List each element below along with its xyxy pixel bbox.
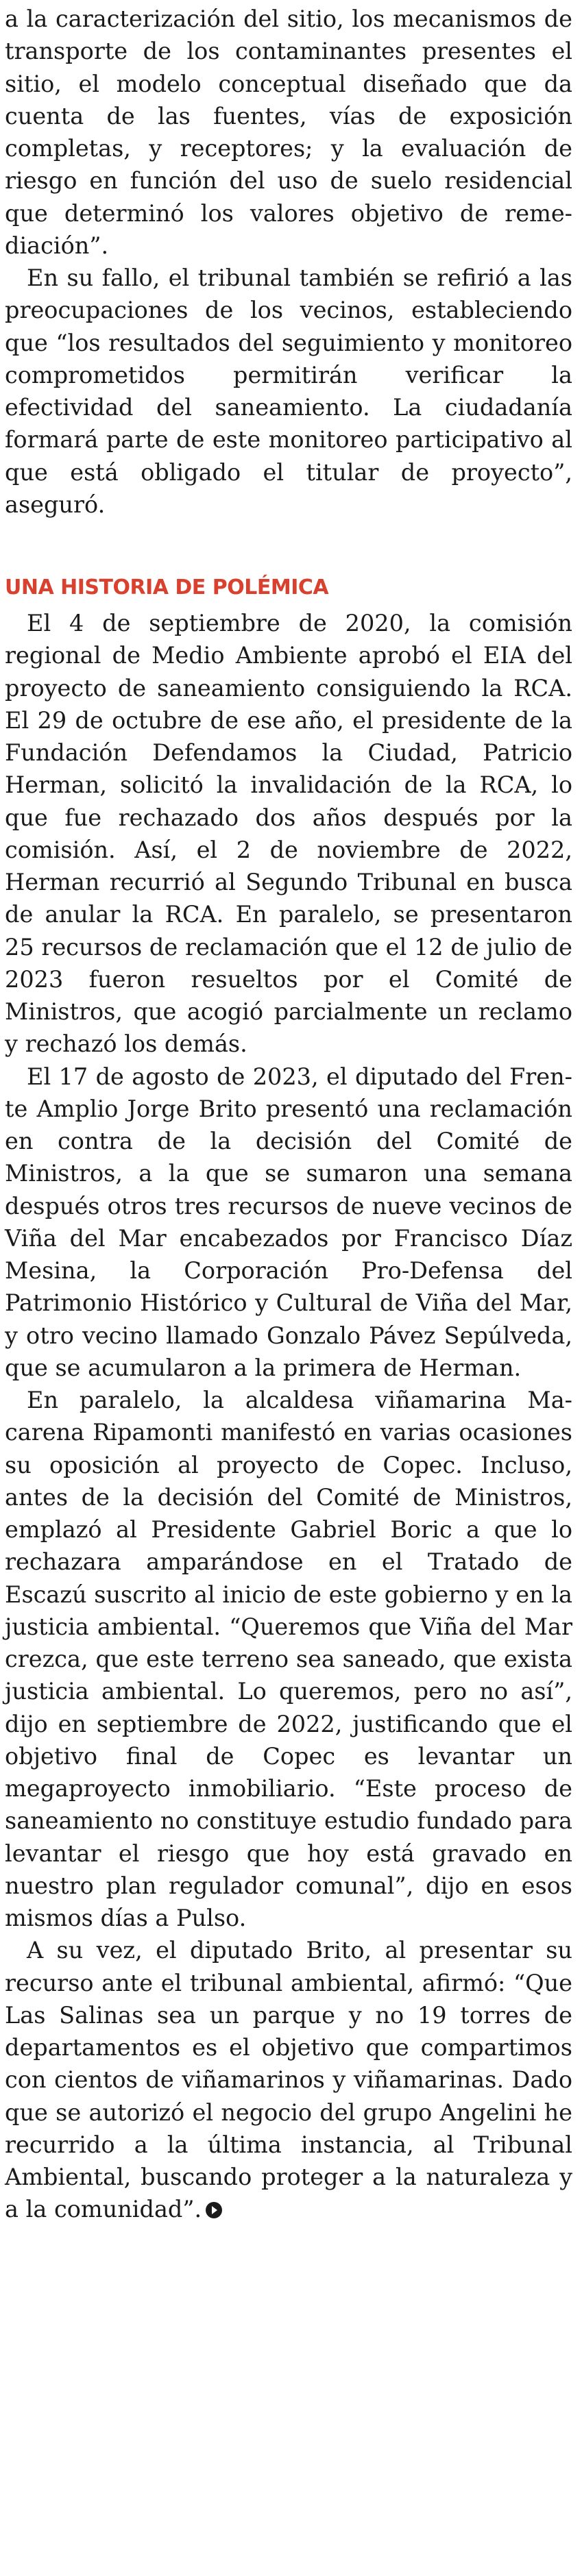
paragraph-intro-1: a la caracterización del sitio, los mecanismos de transporte de los contaminantes presentes el sitio, el modelo conceptual diseñado que da cuenta de las fuentes, vías de exposición completas, y receptores; y la evaluación de riesgo en función del uso de suelo residencial que determinó los valores objetivo de remediación”. (5, 5, 572, 259)
paragraph-history-4-text: A su vez, el diputado Brito, al presentar su recurso ante el tribunal ambiental, afirmó: “Que Las Salinas sea un parque y no 19 torres de departamentos es el objetivo que compartimos con cientos de viñamarinos y viñamarinas. Dado que se autorizó el negocio del grupo Angelini he recurrido a la última instancia, al Tribunal Ambiental, buscando proteger a la naturaleza y a la comunidad”. (5, 1937, 572, 2223)
paragraph-history-4 (5, 1934, 572, 2225)
section-heading: UNA HISTORIA DE POLÉMICA (5, 575, 329, 599)
paragraph-history-1: El 4 de septiembre de 2020, la comisión regional de Medio Ambiente aprobó el EIA del proyecto de saneamiento consiguiendo la RCA. El 29 de octubre de ese año, el presidente de la Fundación Defendamos la Ciudad, Patricio Herman, solicitó la invalidación de la RCA, lo que fue rechazado dos años después por la comisión. Así, el 2 de noviembre de 2022, Herman recurrió al Segundo Tribunal en busca de anular la RCA. En paralelo, se presentaron 25 recursos de reclamación que el 12 de julio de 2023 fueron resueltos por el Comité de Ministros, que acogió parcialmente un reclamo y rechazó los demás. (5, 610, 572, 1058)
end-of-article-icon (206, 2202, 222, 2218)
paragraph-intro-2: En su fallo, el tribunal también se refirió a las preocupaciones de los vecinos, estableciendo que “los resultados del seguimiento y monitoreo comprometidos permitirán verificar la efectividad del saneamiento. La ciudadanía formará parte de este monitoreo participativo al que está obligado el titular de proyecto”, aseguró. (5, 264, 572, 518)
paragraph-history-3: En paralelo, la alcaldesa viñamarina Macarena Ripamonti manifestó en varias ocasiones su oposición al proyecto de Copec. Incluso, antes de la decisión del Comité de Ministros, emplazó al Presidente Gabriel Boric a que lo rechazara amparándose en el Tratado de Escazú suscrito al inicio de este gobierno y en la justicia ambiental. “Queremos que Viña del Mar crezca, que este terreno sea saneado, que exista justicia ambiental. Lo queremos, pero no así”, dijo en septiembre de 2022, justificando que el objetivo final de Copec es levantar un megaproyecto inmobiliario. “Este proceso de saneamiento no constituye estudio fundado para levantar el riesgo que hoy está gravado en nuestro plan regulador comunal”, dijo en esos mismos días a Pulso. (5, 1387, 572, 1931)
paragraph-history-2: El 17 de agosto de 2023, el diputado del Frente Amplio Jorge Brito presentó una reclamación en contra de la decisión del Comité de Ministros, a la que se sumaron una semana después otros tres recursos de nueve vecinos de Viña del Mar encabezados por Francisco Díaz Mesina, la Corporación Pro-Defensa del Patrimonio Histórico y Cultural de Viña del Mar, y otro vecino llamado Gonzalo Pávez Sepúlveda, que se acumularon a la primera de Herman. (5, 1063, 572, 1381)
article-body (5, 3, 572, 2226)
